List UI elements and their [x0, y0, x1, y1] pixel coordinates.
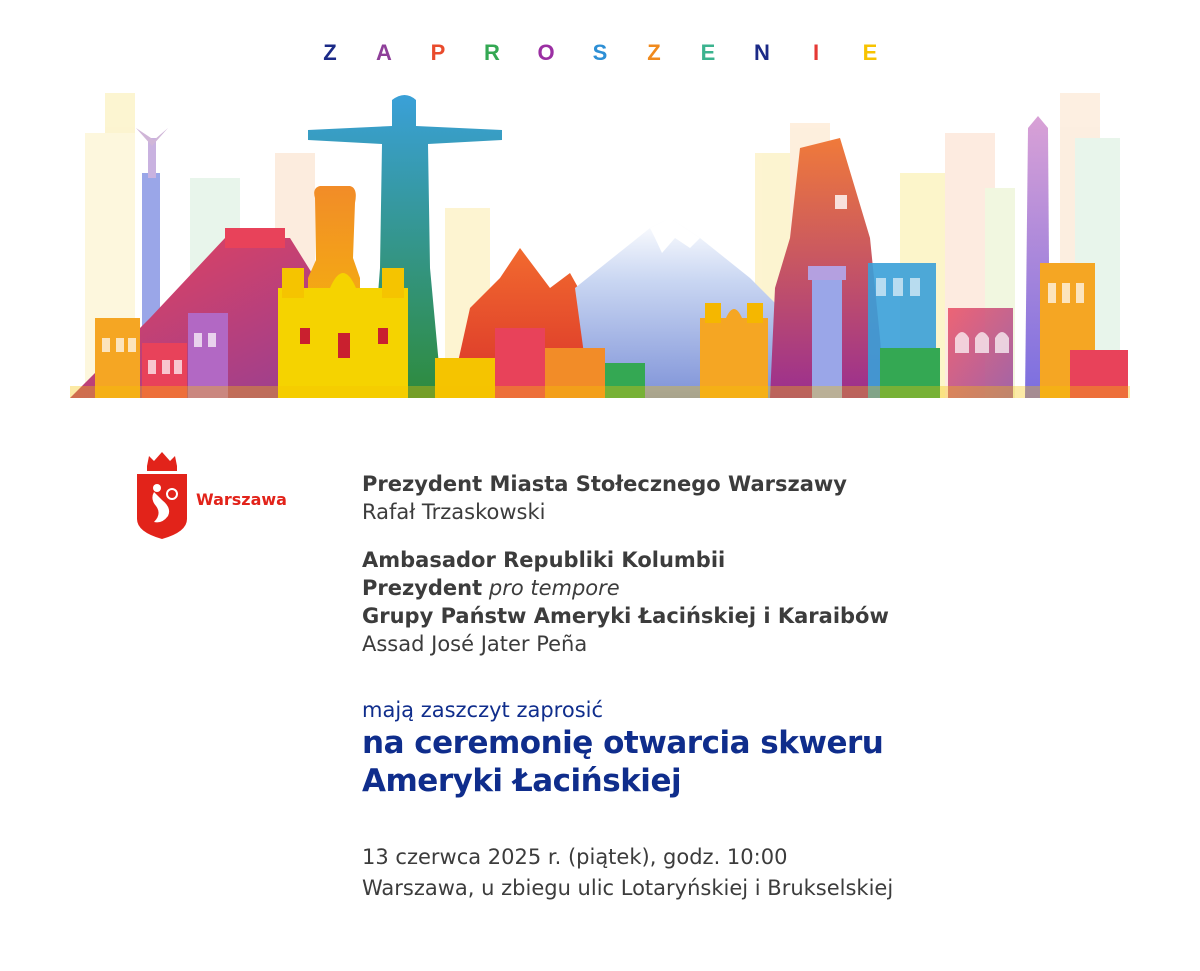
latin-america-skyline-illustration [50, 88, 1150, 403]
mermaid-shield-icon [137, 474, 187, 539]
host2-title-line1: Ambasador Republiki Kolumbii [362, 548, 726, 572]
title-letter: P [430, 40, 446, 65]
title-letter: I [812, 40, 820, 65]
title-letter: O [537, 40, 555, 65]
host2-title-line2-bold: Prezydent [362, 576, 483, 600]
host2-title-line3: Grupy Państw Ameryki Łacińskiej i Karaibów [362, 604, 889, 628]
title-letter: Z [323, 40, 337, 65]
crown-icon [147, 452, 177, 471]
title-letter: R [484, 40, 500, 65]
event-date: 13 czerwca 2025 r. (piątek), godz. 10:00 [362, 845, 788, 869]
host1-name: Rafał Trzaskowski [362, 500, 546, 524]
invitation-intro: mają zaszczyt zaprosić [362, 698, 604, 722]
host2-name: Assad José Jater Peña [362, 632, 588, 656]
host1-title: Prezydent Miasta Stołecznego Warszawy [362, 472, 847, 496]
invitation-title [0, 40, 1200, 66]
title-letter: E [862, 40, 878, 65]
event-title-line1: na ceremonię otwarcia skweru [362, 725, 884, 761]
title-letter: Z [647, 40, 661, 65]
title-letter: S [592, 40, 608, 65]
host2-title-line2 [362, 574, 1162, 602]
title-letter: N [754, 40, 770, 65]
title-letter: E [700, 40, 716, 65]
event-place: Warszawa, u zbiegu ulic Lotaryńskiej i Brukselskiej [362, 876, 894, 900]
invitation-body [362, 470, 1162, 904]
logo-city-name: Warszawa [196, 490, 287, 509]
event-title-line2: Ameryki Łacińskiej [362, 763, 682, 799]
title-letter: A [376, 40, 392, 65]
host2-title-line2-italic: pro tempore [488, 576, 620, 600]
